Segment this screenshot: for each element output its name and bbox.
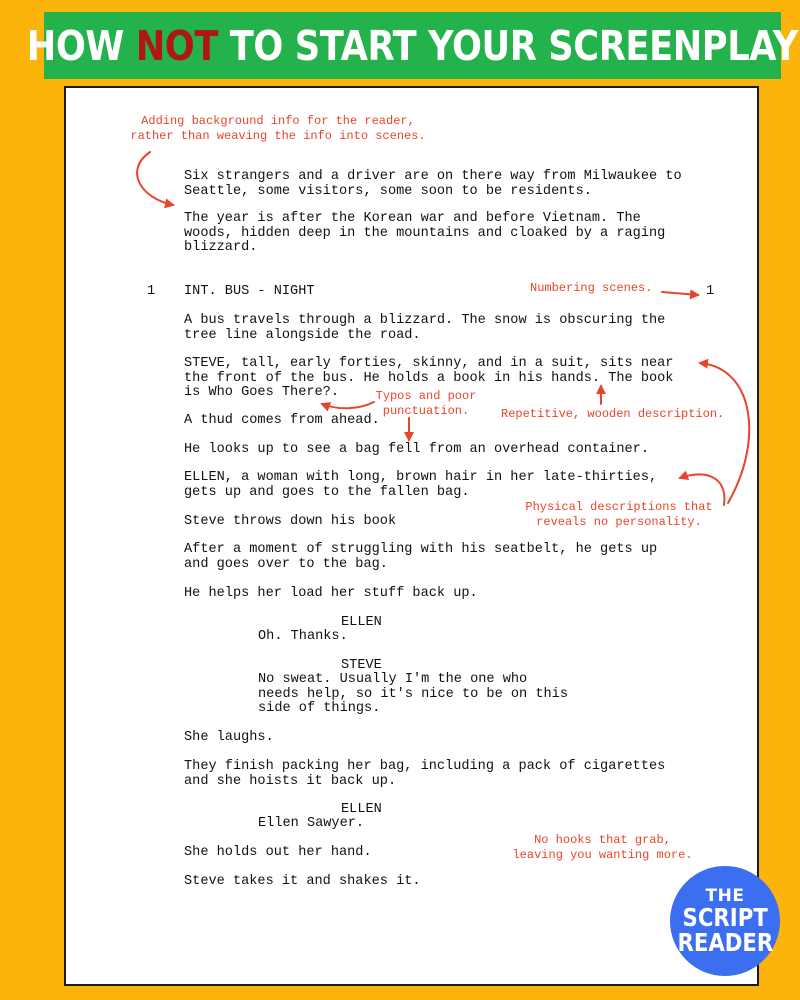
action-paragraph: Steve takes it and shakes it.	[184, 874, 421, 889]
title-part-2: TO START YOUR SCREENPLAY	[218, 21, 799, 70]
annotation-background-info: Adding background info for the reader, rather than weaving the info into scenes.	[130, 114, 426, 143]
page-title	[27, 22, 798, 70]
title-banner	[26, 12, 799, 79]
character-name: ELLEN	[341, 802, 382, 817]
character-name: ELLEN	[341, 615, 382, 630]
script-reader-logo	[670, 866, 780, 976]
action-paragraph: A bus travels through a blizzard. The snow is obscuring the tree line alongside the road.	[184, 313, 666, 343]
annotation-physical-descriptions: Physical descriptions that reveals no personality.	[525, 500, 713, 529]
scene-number-left: 1	[147, 284, 156, 299]
action-paragraph: She laughs.	[184, 730, 274, 745]
action-paragraph: Steve throws down his book	[184, 514, 397, 529]
annotation-numbering-scenes: Numbering scenes.	[530, 281, 653, 295]
scene-heading: INT. BUS - NIGHT	[184, 284, 315, 299]
annotation-typos: Typos and poor punctuation.	[375, 389, 477, 418]
scene-number-right: 1	[706, 284, 715, 299]
action-paragraph: She holds out her hand.	[184, 845, 372, 860]
title-part-1: HOW	[26, 21, 136, 70]
action-paragraph: He looks up to see a bag fell from an overhead container.	[184, 442, 649, 457]
action-paragraph: He helps her load her stuff back up.	[184, 586, 478, 601]
action-paragraph: A thud comes from ahead.	[184, 413, 380, 428]
dialogue: Oh. Thanks.	[258, 629, 348, 644]
action-paragraph: After a moment of struggling with his seatbelt, he gets up and goes over to the bag.	[184, 542, 658, 572]
title-highlight: NOT	[135, 21, 219, 70]
action-paragraph: ELLEN, a woman with long, brown hair in her late-thirties, gets up and goes to the fallen bag.	[184, 470, 658, 500]
dialogue: Ellen Sawyer.	[258, 816, 365, 831]
action-paragraph: STEVE, tall, early forties, skinny, and in a suit, sits near the front of the bus. He holds a book in his hands. The book is Who Goes There?.	[184, 356, 674, 400]
annotation-repetitive: Repetitive, wooden description.	[501, 407, 725, 421]
action-paragraph: They finish packing her bag, including a pack of cigarettes and she hoists it back up.	[184, 759, 666, 789]
annotation-no-hooks: No hooks that grab, leaving you wanting more.	[512, 833, 693, 862]
logo-line-3: READER	[677, 927, 773, 957]
intro-paragraph-1: Six strangers and a driver are on there way from Milwaukee to Seattle, some visitors, some soon to be residents.	[184, 169, 682, 199]
intro-paragraph-2: The year is after the Korean war and before Vietnam. The woods, hidden deep in the mountains and cloaked by a raging blizzard.	[184, 211, 666, 255]
character-name: STEVE	[341, 658, 382, 673]
dialogue: No sweat. Usually I'm the one who needs help, so it's nice to be on this side of things.	[258, 672, 568, 716]
logo-line-2: SCRIPT	[682, 902, 768, 932]
logo-line-1: THE	[705, 885, 745, 906]
